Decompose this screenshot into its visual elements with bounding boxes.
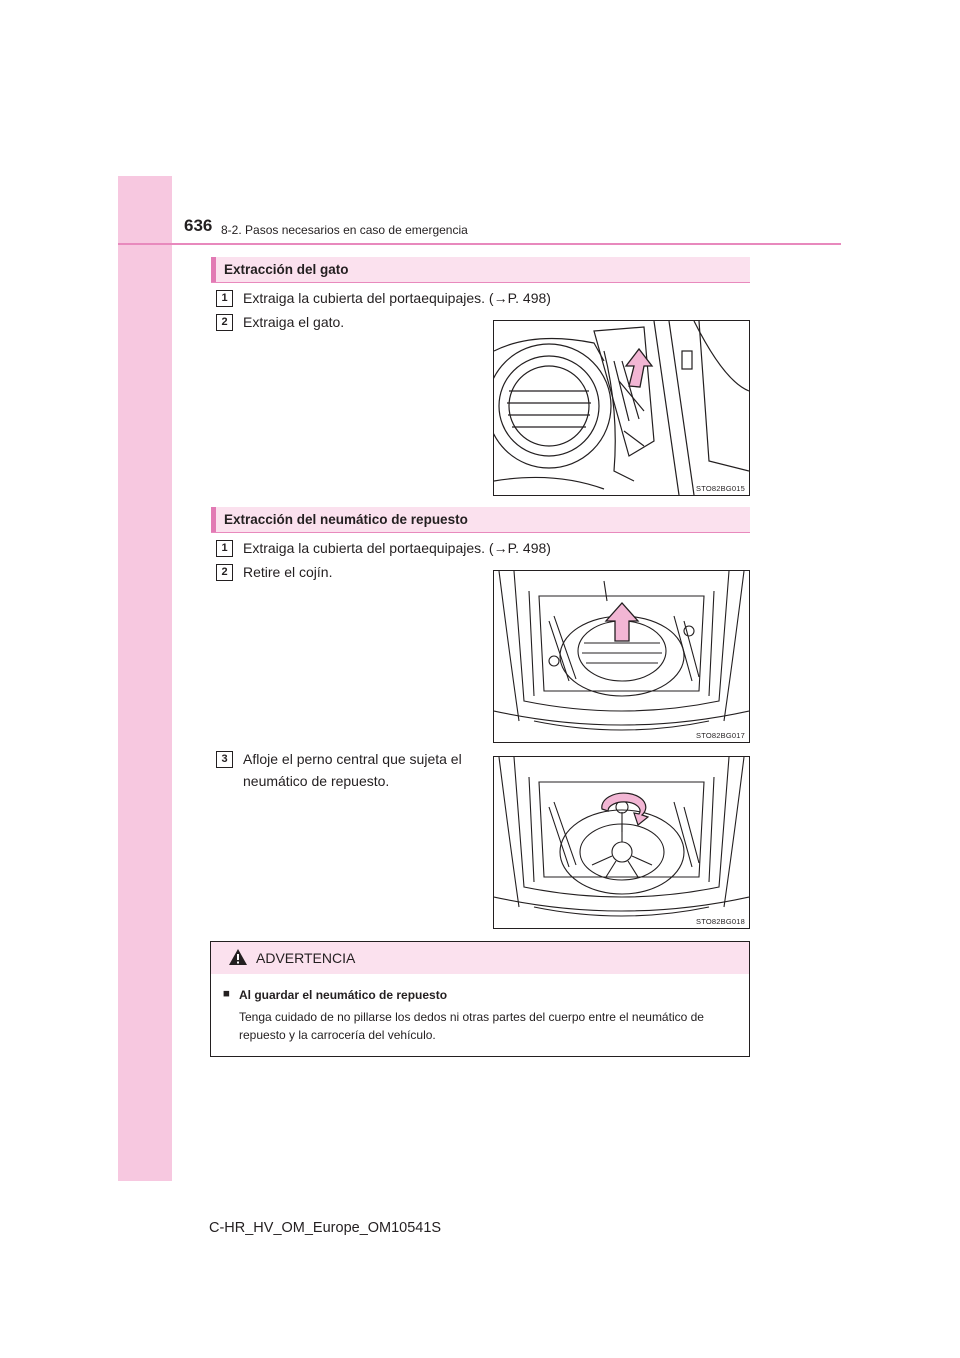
- spare-step-1-number: 1: [216, 540, 233, 557]
- spare-step-2-text: Retire el cojín.: [243, 564, 333, 580]
- warning-bullet: ■: [223, 988, 230, 1000]
- spare-step-3-text-line1: Afloje el perno central que sujeta el: [243, 751, 462, 767]
- jack-step-1-number: 1: [216, 290, 233, 307]
- jack-step-2-text: Extraiga el gato.: [243, 314, 345, 330]
- warning-box: [210, 941, 750, 1057]
- illustration-code: STO82BG018: [696, 917, 745, 926]
- page-number: 636: [184, 216, 213, 235]
- warning-header: [211, 942, 749, 974]
- document-code: C-HR_HV_OM_Europe_OM10541S: [209, 1220, 442, 1236]
- side-tab: [118, 176, 172, 1181]
- jack-heading-text: Extracción del gato: [224, 262, 349, 277]
- jack-section-heading: [211, 257, 750, 283]
- jack-drawing: [494, 321, 749, 495]
- jack-step-1-text: Extraiga la cubierta del portaequipajes. (→P. 498): [243, 290, 551, 306]
- warning-subheading: Al guardar el neumático de repuesto: [239, 988, 448, 1002]
- illustration-code: STO82BG015: [696, 484, 745, 493]
- bolt-drawing: [494, 757, 749, 928]
- jack-step-2-number: 2: [216, 314, 233, 331]
- cushion-drawing: [494, 571, 749, 742]
- spare-step-3-text-line2: neumático de repuesto.: [243, 773, 390, 789]
- jack-illustration: [493, 320, 750, 496]
- spare-heading-text: Extracción del neumático de repuesto: [224, 512, 468, 527]
- spare-step-2-number: 2: [216, 564, 233, 581]
- bolt-illustration: [493, 756, 750, 929]
- warning-triangle-icon: [228, 948, 248, 966]
- spare-step-1-text: Extraiga la cubierta del portaequipajes. (→P. 498): [243, 540, 551, 556]
- warning-body: Tenga cuidado de no pillarse los dedos ni otras partes del cuerpo entre el neumático de repuesto y la carrocería del vehículo.: [239, 1010, 704, 1042]
- section-title: 8-2. Pasos necesarios en caso de emergencia: [221, 223, 468, 237]
- spare-section-heading: [211, 507, 750, 533]
- illustration-code: STO82BG017: [696, 731, 745, 740]
- warning-title: ADVERTENCIA: [256, 950, 356, 966]
- cushion-illustration: [493, 570, 750, 743]
- spare-step-3-number: 3: [216, 751, 233, 768]
- header-rule: [118, 243, 841, 245]
